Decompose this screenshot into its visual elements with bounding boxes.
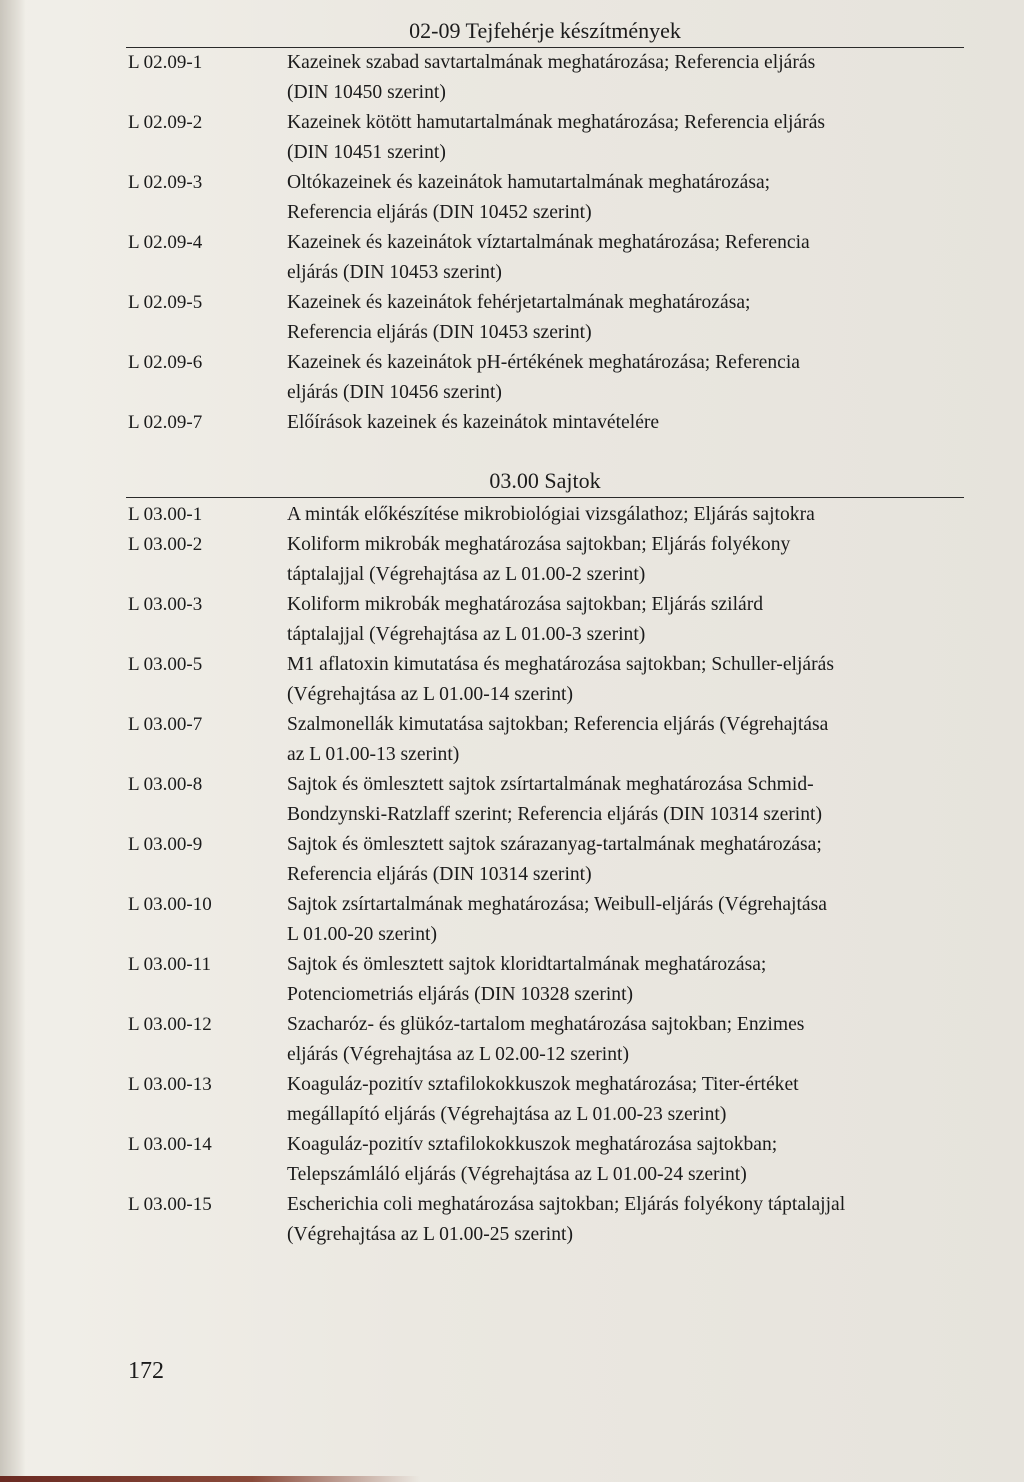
entry-code: L 03.00-8	[128, 774, 203, 795]
entry-description	[287, 770, 968, 830]
entry-code: L 03.00-9	[128, 834, 203, 855]
entry-code: L 03.00-3	[128, 594, 203, 615]
entry-description	[287, 1130, 968, 1190]
entry-description	[287, 1190, 968, 1250]
list-item	[128, 950, 968, 1010]
list-item	[128, 228, 968, 288]
entry-description-line: Referencia eljárás (DIN 10314 szerint)	[287, 864, 592, 885]
entry-description-line: táptalajjal (Végrehajtása az L 01.00-3 szerint)	[287, 624, 646, 645]
entry-description-line: Sajtok zsírtartalmának meghatározása; Weibull-eljárás (Végrehajtása	[287, 894, 827, 915]
entry-description	[287, 530, 968, 590]
list-item	[128, 830, 968, 890]
list-item	[128, 1130, 968, 1190]
entry-code: L 02.09-1	[128, 52, 203, 73]
entry-description-line: Kazeinek kötött hamutartalmának meghatározása; Referencia eljárás	[287, 112, 826, 133]
entry-description-line: Bondzynski-Ratzlaff szerint; Referencia eljárás (DIN 10314 szerint)	[287, 804, 823, 825]
entry-description-line: eljárás (DIN 10456 szerint)	[287, 382, 502, 403]
entry-description-line: (DIN 10451 szerint)	[287, 142, 446, 163]
book-cover-edge	[0, 1476, 420, 1482]
entry-description-line: eljárás (DIN 10453 szerint)	[287, 262, 502, 283]
list-item	[128, 48, 968, 108]
entry-list-sajtok	[128, 500, 968, 1250]
entry-list-tejfeherje	[128, 48, 968, 438]
section-title-tejfeherje: 02-09 Tejfehérje készítmények	[409, 18, 681, 43]
entry-description-line: L 01.00-20 szerint)	[287, 924, 437, 945]
entry-description-line: (DIN 10450 szerint)	[287, 82, 446, 103]
entry-description	[287, 108, 968, 168]
list-item	[128, 890, 968, 950]
entry-description-line: Referencia eljárás (DIN 10452 szerint)	[287, 202, 592, 223]
entry-description	[287, 288, 968, 348]
entry-description-line: Potenciometriás eljárás (DIN 10328 szerint)	[287, 984, 634, 1005]
entry-description-line: (Végrehajtása az L 01.00-25 szerint)	[287, 1224, 573, 1245]
list-item	[128, 288, 968, 348]
entry-description	[287, 710, 968, 770]
list-item	[128, 1190, 968, 1250]
entry-description-line: Koaguláz-pozitív sztafilokokkuszok meghatározása; Titer-értéket	[287, 1074, 799, 1095]
entry-description-line: megállapító eljárás (Végrehajtása az L 01.00-23 szerint)	[287, 1104, 727, 1125]
entry-description-line: Sajtok és ömlesztett sajtok szárazanyag-tartalmának meghatározása;	[287, 834, 822, 855]
entry-description	[287, 348, 968, 408]
entry-description-line: Sajtok és ömlesztett sajtok zsírtartalmának meghatározása Schmid-	[287, 774, 814, 795]
entry-description-line: eljárás (Végrehajtása az L 02.00-12 szerint)	[287, 1044, 630, 1065]
entry-code: L 03.00-1	[128, 504, 203, 525]
entry-code: L 02.09-2	[128, 112, 203, 133]
entry-code: L 03.00-12	[128, 1014, 212, 1035]
entry-description-line: M1 aflatoxin kimutatása és meghatározása sajtokban; Schuller-eljárás	[287, 654, 834, 675]
entry-description-line: Kazeinek szabad savtartalmának meghatározása; Referencia eljárás	[287, 52, 816, 73]
list-item	[128, 348, 968, 408]
entry-description	[287, 890, 968, 950]
list-item	[128, 770, 968, 830]
entry-description-line: Szalmonellák kimutatása sajtokban; Referencia eljárás (Végrehajtása	[287, 714, 829, 735]
entry-description-line: Escherichia coli meghatározása sajtokban; Eljárás folyékony táptalajjal	[287, 1194, 846, 1215]
entry-description-line: (Végrehajtása az L 01.00-14 szerint)	[287, 684, 573, 705]
entry-description-line: Oltókazeinek és kazeinátok hamutartalmának meghatározása;	[287, 172, 771, 193]
list-item	[128, 530, 968, 590]
entry-description	[287, 228, 968, 288]
entry-code: L 03.00-13	[128, 1074, 212, 1095]
list-item	[128, 500, 968, 530]
entry-description	[287, 168, 968, 228]
entry-description	[287, 950, 968, 1010]
list-item	[128, 710, 968, 770]
entry-description-line: az L 01.00-13 szerint)	[287, 744, 460, 765]
entry-description-line: táptalajjal (Végrehajtása az L 01.00-2 szerint)	[287, 564, 646, 585]
entry-description	[287, 830, 968, 890]
section-rule	[126, 497, 964, 498]
list-item	[128, 590, 968, 650]
entry-description-line: Kazeinek és kazeinátok fehérjetartalmának meghatározása;	[287, 292, 751, 313]
entry-code: L 02.09-5	[128, 292, 203, 313]
entry-description	[287, 408, 968, 438]
page-edge-shadow	[0, 0, 26, 1482]
entry-code: L 03.00-10	[128, 894, 212, 915]
entry-description-line: Szacharóz- és glükóz-tartalom meghatározása sajtokban; Enzimes	[287, 1014, 805, 1035]
entry-description	[287, 590, 968, 650]
entry-description-line: Kazeinek és kazeinátok pH-értékének meghatározása; Referencia	[287, 352, 800, 373]
entry-code: L 03.00-7	[128, 714, 203, 735]
entry-description-line: Telepszámláló eljárás (Végrehajtása az L 01.00-24 szerint)	[287, 1164, 747, 1185]
entry-code: L 02.09-7	[128, 412, 203, 433]
entry-code: L 02.09-4	[128, 232, 203, 253]
entry-description-line: Koliform mikrobák meghatározása sajtokban; Eljárás szilárd	[287, 594, 764, 615]
entry-code: L 02.09-6	[128, 352, 203, 373]
entry-description-line: Koliform mikrobák meghatározása sajtokban; Eljárás folyékony	[287, 534, 791, 555]
list-item	[128, 408, 968, 438]
entry-description-line: A minták előkészítése mikrobiológiai vizsgálathoz; Eljárás sajtokra	[287, 504, 815, 525]
entry-description	[287, 500, 968, 530]
entry-description	[287, 1070, 968, 1130]
entry-code: L 03.00-11	[128, 954, 212, 975]
entry-description-line: Referencia eljárás (DIN 10453 szerint)	[287, 322, 592, 343]
entry-code: L 03.00-15	[128, 1194, 212, 1215]
entry-description-line: Kazeinek és kazeinátok víztartalmának meghatározása; Referencia	[287, 232, 810, 253]
section-title-sajtok: 03.00 Sajtok	[489, 468, 601, 493]
entry-description-line: Koaguláz-pozitív sztafilokokkuszok meghatározása sajtokban;	[287, 1134, 778, 1155]
entry-description-line: Sajtok és ömlesztett sajtok kloridtartalmának meghatározása;	[287, 954, 767, 975]
list-item	[128, 168, 968, 228]
list-item	[128, 650, 968, 710]
entry-code: L 02.09-3	[128, 172, 203, 193]
entry-code: L 03.00-2	[128, 534, 203, 555]
entry-code: L 03.00-5	[128, 654, 203, 675]
entry-description-line: Előírások kazeinek és kazeinátok mintavételére	[287, 412, 660, 433]
list-item	[128, 108, 968, 168]
entry-description	[287, 650, 968, 710]
entry-description	[287, 1010, 968, 1070]
entry-code: L 03.00-14	[128, 1134, 212, 1155]
list-item	[128, 1010, 968, 1070]
entry-description	[287, 48, 968, 108]
list-item	[128, 1070, 968, 1130]
page-number: 172	[128, 1358, 164, 1384]
